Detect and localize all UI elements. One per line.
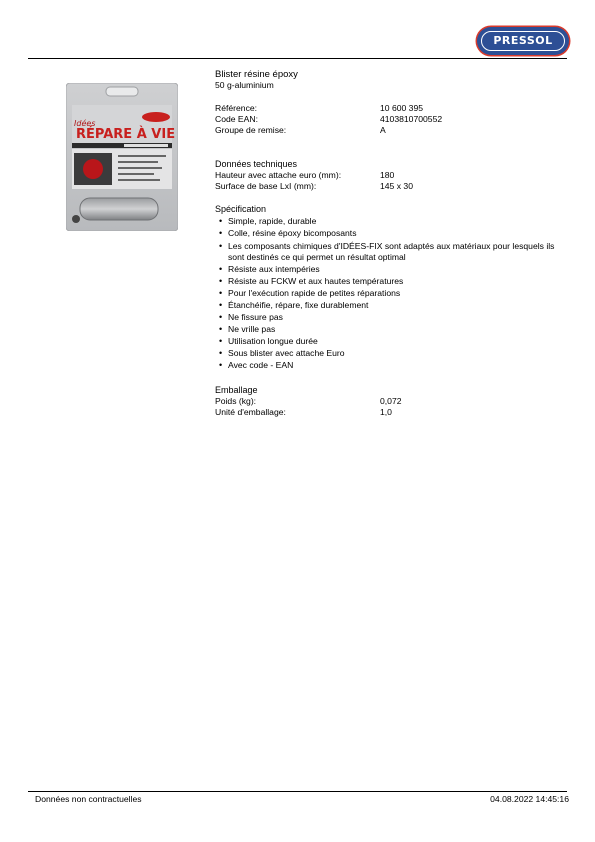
list-item: • Résiste au FCKW et aux hautes températures [217, 277, 558, 289]
list-item: • Ne vrille pas [217, 325, 558, 337]
discount-group-value: A [380, 125, 386, 135]
list-item: • Avec code - EAN [217, 361, 558, 373]
list-item: • Étanchéifie, répare, fixe durablement [217, 301, 558, 313]
packaging-unit-value: 1,0 [380, 407, 392, 417]
height-label: Hauteur avec attache euro (mm): [215, 170, 342, 180]
footer-timestamp: 04.08.2022 14:45:16 [490, 794, 569, 804]
footer-disclaimer: Données non contractuelles [35, 794, 142, 804]
product-image [66, 83, 178, 231]
specification-list [217, 217, 558, 373]
list-item: • Les composants chimiques d'IDÉES-FIX sont adaptés aux matériaux pour lesquels ils sont destinés ce qui permet un résultat optimal [217, 241, 558, 265]
specification-heading: Spécification [215, 204, 267, 214]
footer-rule [28, 791, 567, 792]
height-value: 180 [380, 170, 395, 180]
svg-text:Idées: Idées [74, 119, 96, 128]
ean-value: 4103810700552 [380, 114, 443, 124]
product-title: Blister résine époxy [215, 69, 298, 80]
reference-value: 10 600 395 [380, 103, 424, 113]
list-item: • Pour l'exécution rapide de petites réparations [217, 289, 558, 301]
base-surface-value: 145 x 30 [380, 181, 413, 191]
packaging-unit-label: Unité d'emballage: [215, 407, 286, 417]
pressol-logo [477, 27, 569, 55]
list-item: • Utilisation longue durée [217, 337, 558, 349]
list-item: • Colle, résine époxy bicomposants [217, 229, 558, 241]
list-item: • Ne fissure pas [217, 313, 558, 325]
list-item: • Résiste aux intempéries [217, 265, 558, 277]
technical-heading: Données techniques [215, 159, 298, 169]
packaging-heading: Emballage [215, 385, 258, 395]
list-item: • Simple, rapide, durable [217, 217, 558, 229]
package-title: RÉPARE À VIE [76, 127, 176, 142]
list-item: • Sous blister avec attache Euro [217, 349, 558, 361]
reference-label: Référence: [215, 103, 258, 113]
logo-text: PRESSOL [493, 34, 553, 47]
weight-value: 0,072 [380, 396, 402, 406]
ean-label: Code EAN: [215, 114, 258, 124]
header-rule [28, 58, 567, 59]
discount-group-label: Groupe de remise: [215, 125, 287, 135]
base-surface-label: Surface de base LxI (mm): [215, 181, 317, 191]
product-subtitle: 50 g-aluminium [215, 80, 274, 90]
weight-label: Poids (kg): [215, 396, 257, 406]
